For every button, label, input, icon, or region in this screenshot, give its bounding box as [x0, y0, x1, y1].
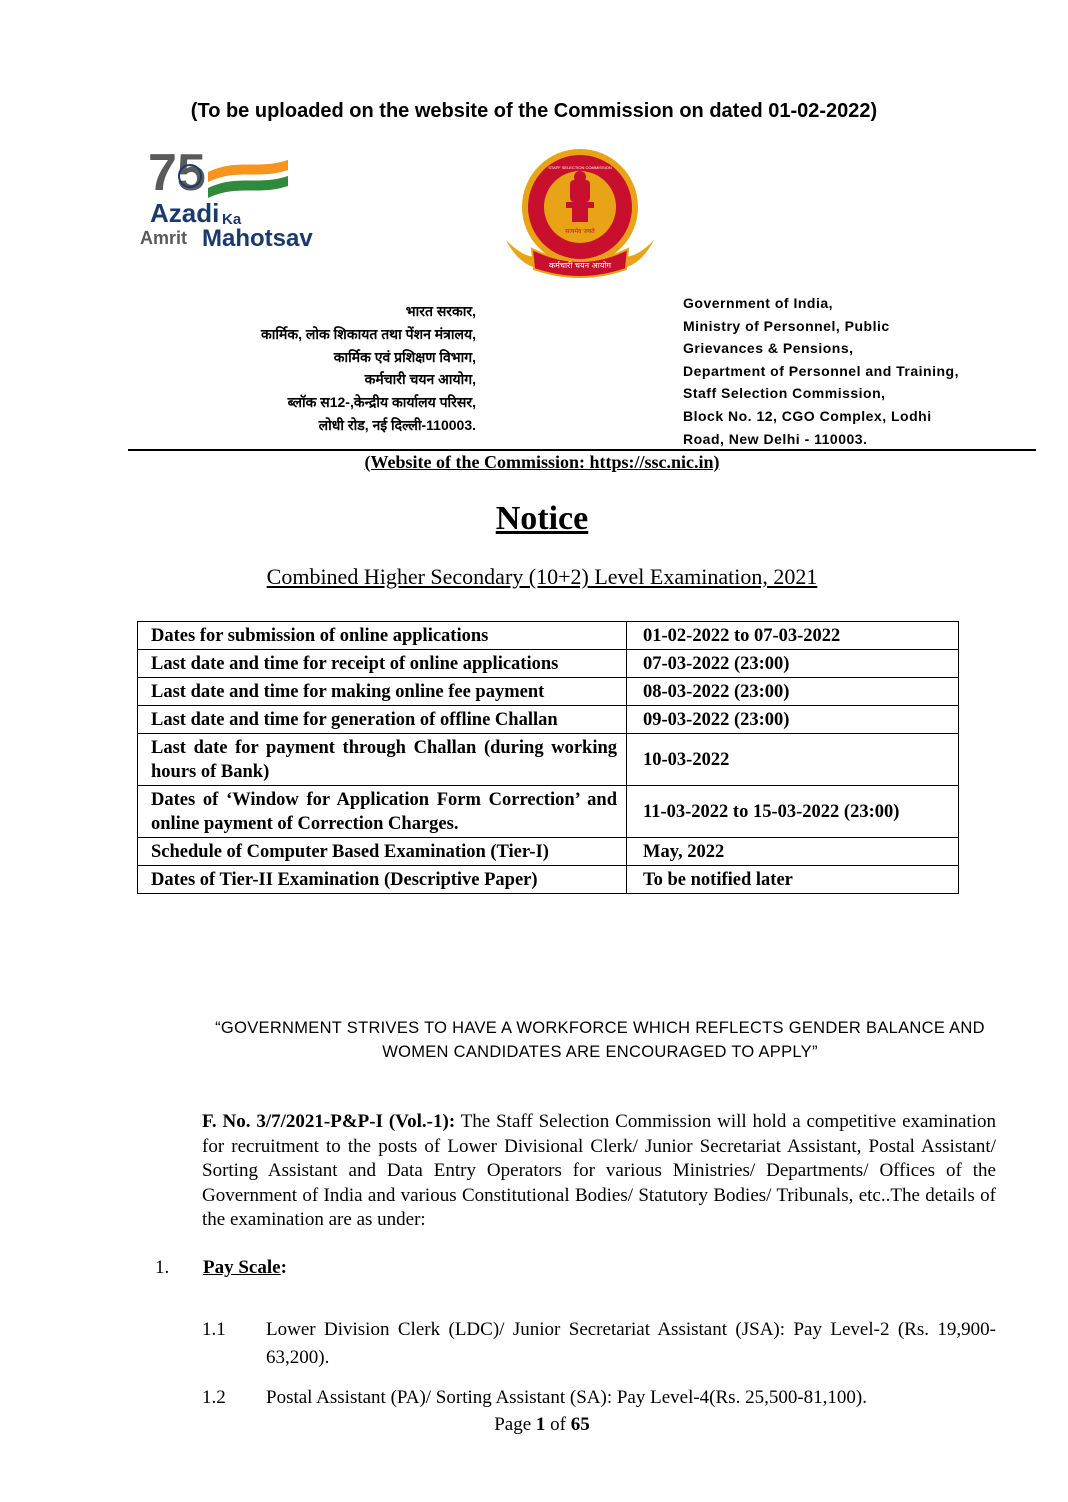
table-cell-value: To be notified later — [627, 866, 959, 894]
table-cell-value: 07-03-2022 (23:00) — [627, 650, 959, 678]
english-address-line: Block No. 12, CGO Complex, Lodhi — [683, 407, 932, 424]
logo-number-75: 75 — [148, 144, 206, 202]
table-cell-label: Dates of Tier-II Examination (Descriptive Paper) — [138, 866, 627, 894]
hindi-address-line: कार्मिक एवं प्रशिक्षण विभाग, — [333, 348, 476, 365]
table-cell-value: 08-03-2022 (23:00) — [627, 678, 959, 706]
english-address-line: Staff Selection Commission, — [683, 385, 886, 402]
table-row — [138, 706, 959, 734]
page-label: Page — [494, 1414, 532, 1435]
table-row — [138, 866, 959, 894]
table-row — [138, 622, 959, 650]
page-total: 65 — [570, 1414, 590, 1435]
emblem-top-text: STAFF SELECTION COMMISSION — [548, 165, 612, 170]
upload-note: (To be uploaded on the website of the Commission on dated 01-02-2022) — [190, 100, 878, 122]
item-number: 1.2 — [202, 1387, 226, 1408]
notice-title: Notice — [495, 500, 589, 537]
section-title-colon: : — [280, 1257, 287, 1278]
pay-scale-item — [202, 1316, 996, 1372]
english-address-line: Grievances & Pensions, — [683, 340, 854, 357]
table-cell-label: Dates of ‘Window for Application Form Correction’ and online payment of Correction Charges. — [138, 786, 627, 838]
logo-amrit: Amrit — [140, 228, 188, 248]
table-cell-label: Last date and time for receipt of online applications — [138, 650, 627, 678]
item-text: Lower Division Clerk (LDC)/ Junior Secretariat Assistant (JSA): Pay Level-2 (Rs. 19,900-63,200). — [266, 1319, 996, 1368]
table-row — [138, 678, 959, 706]
exam-title: Combined Higher Secondary (10+2) Level Examination, 2021 — [266, 564, 818, 589]
azadi-ka-amrit-mahotsav-logo — [138, 140, 328, 255]
item-number: 1.1 — [202, 1319, 226, 1340]
table-cell-value: 09-03-2022 (23:00) — [627, 706, 959, 734]
table-cell-value: 10-03-2022 — [627, 734, 959, 786]
emblem-motto: सत्यमेव जयते — [565, 228, 595, 235]
page-footer — [0, 1414, 1068, 1436]
table-cell-label: Last date and time for making online fee payment — [138, 678, 627, 706]
table-cell-label: Dates for submission of online applications — [138, 622, 627, 650]
website-line — [0, 452, 1068, 473]
table-cell-value: 01-02-2022 to 07-03-2022 — [627, 622, 959, 650]
ssc-emblem-logo — [500, 145, 660, 285]
important-dates-table — [137, 621, 959, 894]
item-text: Postal Assistant (PA)/ Sorting Assistant (SA): Pay Level-4(Rs. 25,500-81,100). — [266, 1387, 867, 1408]
hindi-address-line: कार्मिक, लोक शिकायत तथा पेंशन मंत्रालय, — [261, 325, 476, 342]
hindi-address-line: लोधी रोड, नई दिल्ली-110003. — [318, 416, 476, 433]
table-cell-value: May, 2022 — [627, 838, 959, 866]
of-label: of — [550, 1414, 566, 1435]
section-title: Pay Scale — [203, 1257, 281, 1278]
english-address-block — [683, 292, 1043, 450]
hindi-address-line: भारत सरकार, — [405, 303, 476, 319]
table-row — [138, 650, 959, 678]
english-address-line: Government of India, — [683, 295, 834, 311]
emblem-hindi-text: कर्मचारी चयन आयोग — [548, 261, 612, 270]
flag-green-stripe — [208, 176, 288, 198]
logo-azadi: Azadi — [150, 198, 220, 228]
hindi-address-block — [180, 300, 476, 437]
section-pay-scale — [155, 1257, 287, 1279]
website-link[interactable]: (Website of the Commission: https://ssc.nic.in) — [364, 452, 720, 472]
page-number: 1 — [535, 1414, 546, 1435]
english-address-line: Department of Personnel and Training, — [683, 362, 959, 379]
intro-text: The Staff Selection Commission will hold a competitive examination for recruitment to the posts of Lower Divisional Clerk/ Junior Secretariat Assistant, Postal Assistant/ Sorting Assistant and Data Entry Operators for various Ministries/ Departments/ Offices of the Government of India and various Constitutional Bodies/ Statutory Bodies/ Tribunals, etc..The details of the examination are as under: — [202, 1111, 996, 1231]
gender-balance-quote: “GOVERNMENT STRIVES TO HAVE A WORKFORCE WHICH REFLECTS GENDER BALANCE AND WOMEN CANDIDATES ARE ENCOURAGED TO APPLY” — [215, 1019, 985, 1061]
section-number: 1. — [155, 1257, 170, 1278]
pay-scale-item — [202, 1384, 996, 1412]
logo-ka: Ka — [222, 211, 242, 228]
intro-paragraph — [202, 1110, 996, 1233]
hindi-address-line: कर्मचारी चयन आयोग, — [364, 371, 476, 388]
english-address-line: Road, New Delhi - 110003. — [683, 430, 868, 447]
table-row — [138, 734, 959, 786]
table-cell-value: 11-03-2022 to 15-03-2022 (23:00) — [627, 786, 959, 838]
header-divider — [128, 449, 1036, 451]
hindi-address-line: ब्लॉक स12-,केन्द्रीय कार्यालय परिसर, — [287, 394, 476, 411]
table-row — [138, 786, 959, 838]
logo-mahotsav: Mahotsav — [202, 225, 313, 252]
file-number: F. No. 3/7/2021-P&P-I (Vol.-1): — [202, 1111, 456, 1132]
table-cell-label: Last date and time for generation of offline Challan — [138, 706, 627, 734]
flag-saffron-stripe — [208, 160, 288, 182]
table-cell-label: Last date for payment through Challan (during working hours of Bank) — [138, 734, 627, 786]
table-cell-label: Schedule of Computer Based Examination (Tier-I) — [138, 838, 627, 866]
english-address-line: Ministry of Personnel, Public — [683, 317, 890, 334]
table-row — [138, 838, 959, 866]
